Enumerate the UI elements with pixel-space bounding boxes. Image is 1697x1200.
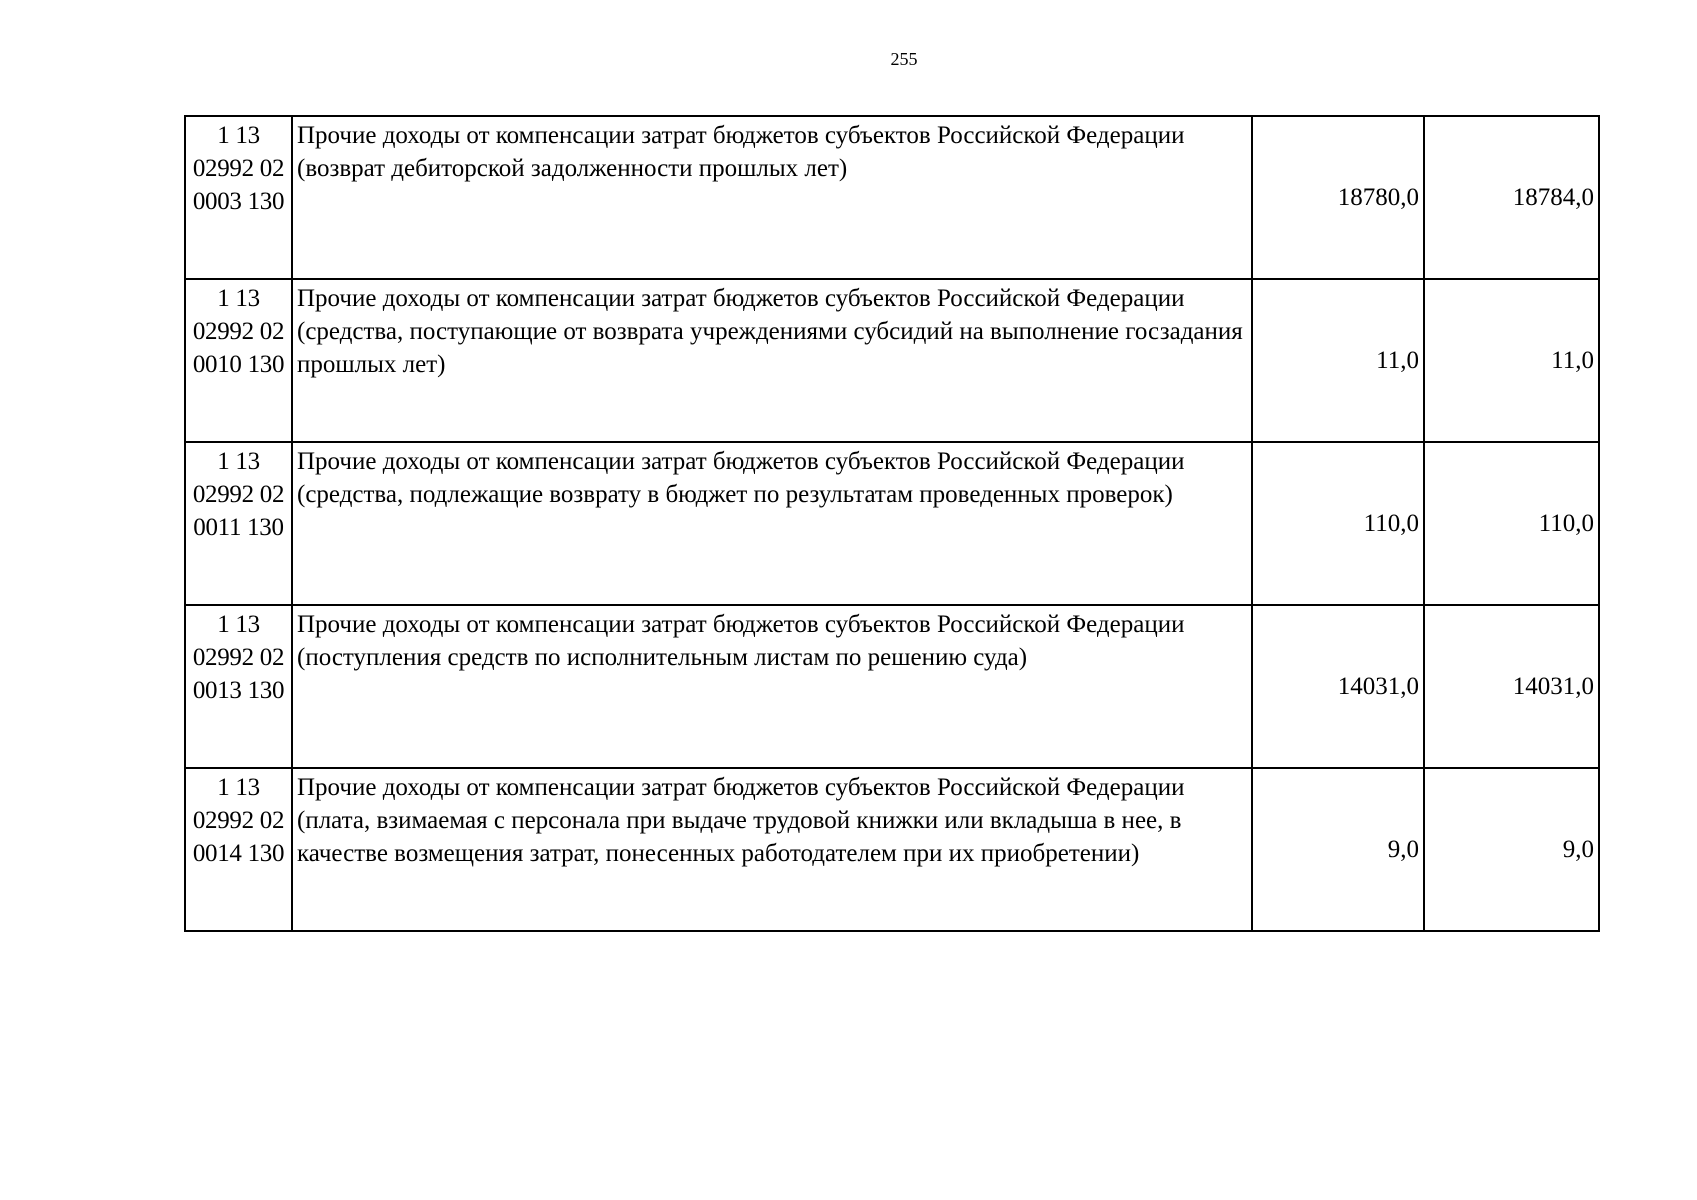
table-row (185, 768, 1599, 931)
description-cell: Прочие доходы от компенсации затрат бюджетов субъектов Российской Федерации (средства, подлежащие возврату в бюджет по результатам проведенных проверок) (292, 442, 1252, 605)
description-cell: Прочие доходы от компенсации затрат бюджетов субъектов Российской Федерации (плата, взимаемая с персонала при выдаче трудовой книжки или вкладыша в нее, в качестве возмещения затрат, понесенных работодателем при их приобретении) (292, 768, 1252, 931)
value-cell-2: 14031,0 (1424, 605, 1599, 768)
value-cell-2: 110,0 (1424, 442, 1599, 605)
table-row (185, 442, 1599, 605)
table-row (185, 279, 1599, 442)
budget-code-cell: 1 13 02992 02 0011 130 (185, 442, 292, 605)
value-cell-1: 18780,0 (1252, 116, 1424, 279)
description-cell: Прочие доходы от компенсации затрат бюджетов субъектов Российской Федерации (поступления средств по исполнительным листам по решению суда) (292, 605, 1252, 768)
budget-revenue-table (184, 115, 1600, 932)
table-row (185, 116, 1599, 279)
budget-code-cell: 1 13 02992 02 0010 130 (185, 279, 292, 442)
budget-code-cell: 1 13 02992 02 0014 130 (185, 768, 292, 931)
description-cell: Прочие доходы от компенсации затрат бюджетов субъектов Российской Федерации (возврат дебиторской задолженности прошлых лет) (292, 116, 1252, 279)
table-row (185, 605, 1599, 768)
value-cell-2: 9,0 (1424, 768, 1599, 931)
value-cell-1: 110,0 (1252, 442, 1424, 605)
value-cell-1: 14031,0 (1252, 605, 1424, 768)
budget-code-cell: 1 13 02992 02 0013 130 (185, 605, 292, 768)
value-cell-1: 11,0 (1252, 279, 1424, 442)
budget-code-cell: 1 13 02992 02 0003 130 (185, 116, 292, 279)
page-number: 255 (890, 49, 918, 69)
value-cell-2: 18784,0 (1424, 116, 1599, 279)
value-cell-2: 11,0 (1424, 279, 1599, 442)
value-cell-1: 9,0 (1252, 768, 1424, 931)
description-cell: Прочие доходы от компенсации затрат бюджетов субъектов Российской Федерации (средства, поступающие от возврата учреждениями субсидий на выполнение госзадания прошлых лет) (292, 279, 1252, 442)
